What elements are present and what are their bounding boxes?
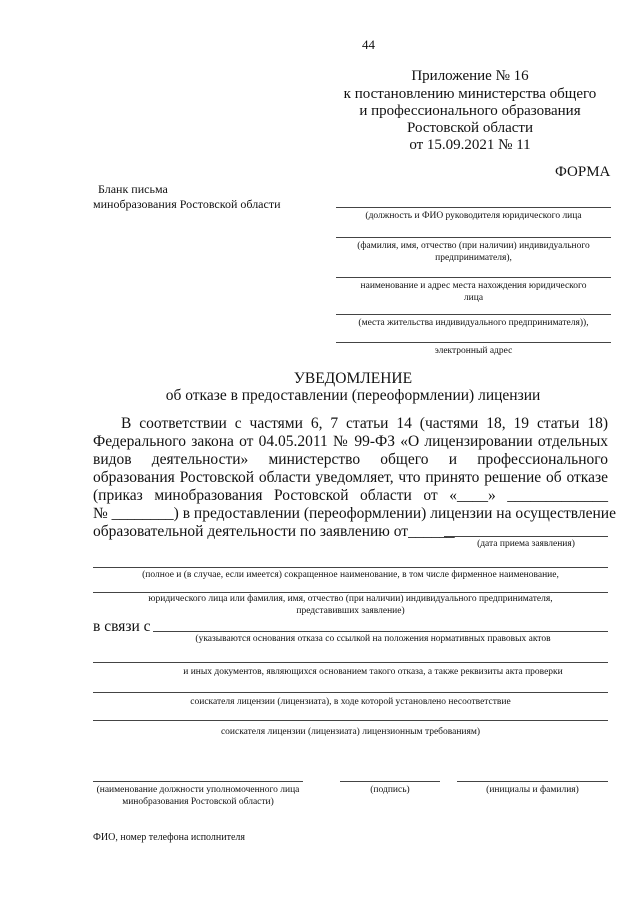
reason-caption: (указываются основания отказа со ссылкой на положения нормативных правовых актов bbox=[195, 634, 551, 644]
document-title: УВЕДОМЛЕНИЕ bbox=[293, 370, 413, 387]
appendix-line: Приложение № 16 bbox=[411, 68, 529, 84]
signature-line bbox=[340, 781, 440, 782]
appendix-line: и профессионального образования bbox=[359, 103, 581, 119]
addressee-caption: лица bbox=[463, 293, 484, 303]
addressee-caption: наименование и адрес места нахождения юридического bbox=[360, 281, 587, 291]
reason-caption: и иных документов, являющихся основанием такого отказа, а также реквизиты акта проверки bbox=[183, 667, 563, 677]
appendix-line: Ростовской области bbox=[407, 120, 533, 136]
letterhead-line: минобразования Ростовской области bbox=[93, 197, 281, 211]
paragraph-line: Федерального закона от 04.05.2011 № 99-ФЗ «О лицензировании отдельных bbox=[93, 433, 608, 450]
form-label: ФОРМА bbox=[555, 164, 611, 180]
position-caption: минобразования Ростовской области) bbox=[122, 797, 274, 807]
paragraph-line: образования Ростовской области уведомляет, что принято решение об отказе bbox=[93, 469, 608, 486]
signature-line bbox=[93, 781, 303, 782]
page-number: 44 bbox=[362, 37, 375, 52]
reason-line bbox=[93, 662, 608, 663]
reason-line bbox=[93, 720, 608, 721]
applicant-caption: представивших заявление) bbox=[296, 606, 405, 616]
name-caption: (инициалы и фамилия) bbox=[486, 785, 579, 795]
addressee-line bbox=[336, 207, 611, 208]
reason-caption: соискателя лицензии (лицензиата), в ходе которой установлено несоответствие bbox=[190, 697, 511, 707]
executor-footer: ФИО, номер телефона исполнителя bbox=[93, 832, 246, 843]
addressee-line bbox=[336, 314, 611, 315]
date-caption: (дата приема заявления) bbox=[477, 539, 575, 549]
applicant-caption: юридического лица или фамилия, имя, отчество (при наличии) индивидуального предпринимателя, bbox=[148, 594, 553, 604]
paragraph-line: видов деятельности» министерство общего и профессионального bbox=[93, 451, 608, 468]
appendix-line: от 15.09.2021 № 11 bbox=[409, 137, 531, 153]
document-subtitle: об отказе в предоставлении (переоформлении) лицензии bbox=[165, 387, 541, 404]
reason-label: в связи с bbox=[93, 618, 151, 635]
applicant-caption: (полное и (в случае, если имеется) сокращенное наименование, в том числе фирменное наименование, bbox=[142, 570, 559, 580]
addressee-line bbox=[336, 277, 611, 278]
addressee-caption: (места жительства индивидуального предпринимателя)), bbox=[358, 318, 589, 328]
paragraph-line: (приказ минобразования Ростовской области от «____» _____________ bbox=[93, 487, 608, 504]
reason-line bbox=[153, 631, 608, 632]
paragraph-line: В соответствии с частями 6, 7 статьи 14 (частями 18, 19 статьи 18) bbox=[121, 415, 608, 432]
reason-line bbox=[93, 692, 608, 693]
addressee-caption: электронный адрес bbox=[434, 346, 513, 356]
signature-line bbox=[457, 781, 608, 782]
appendix-line: к постановлению министерства общего bbox=[343, 86, 597, 102]
addressee-caption: предпринимателя), bbox=[435, 253, 512, 263]
letterhead-line: Бланк письма bbox=[98, 182, 168, 196]
reason-caption: соискателя лицензии (лицензиата) лицензионным требованиям) bbox=[220, 727, 481, 737]
signature-caption: (подпись) bbox=[370, 785, 410, 795]
paragraph-line: образовательной деятельности по заявлению от______ bbox=[93, 523, 455, 540]
addressee-caption: (фамилия, имя, отчество (при наличии) индивидуального bbox=[357, 241, 590, 251]
applicant-line bbox=[93, 567, 608, 568]
addressee-line bbox=[336, 237, 611, 238]
position-caption: (наименование должности уполномоченного лица bbox=[96, 785, 300, 795]
paragraph-line: № ________) в предоставлении (переоформлении) лицензии на осуществление bbox=[93, 505, 616, 522]
date-line bbox=[444, 536, 608, 537]
addressee-caption: (должность и ФИО руководителя юридического лица bbox=[365, 211, 582, 221]
addressee-line bbox=[336, 342, 611, 343]
